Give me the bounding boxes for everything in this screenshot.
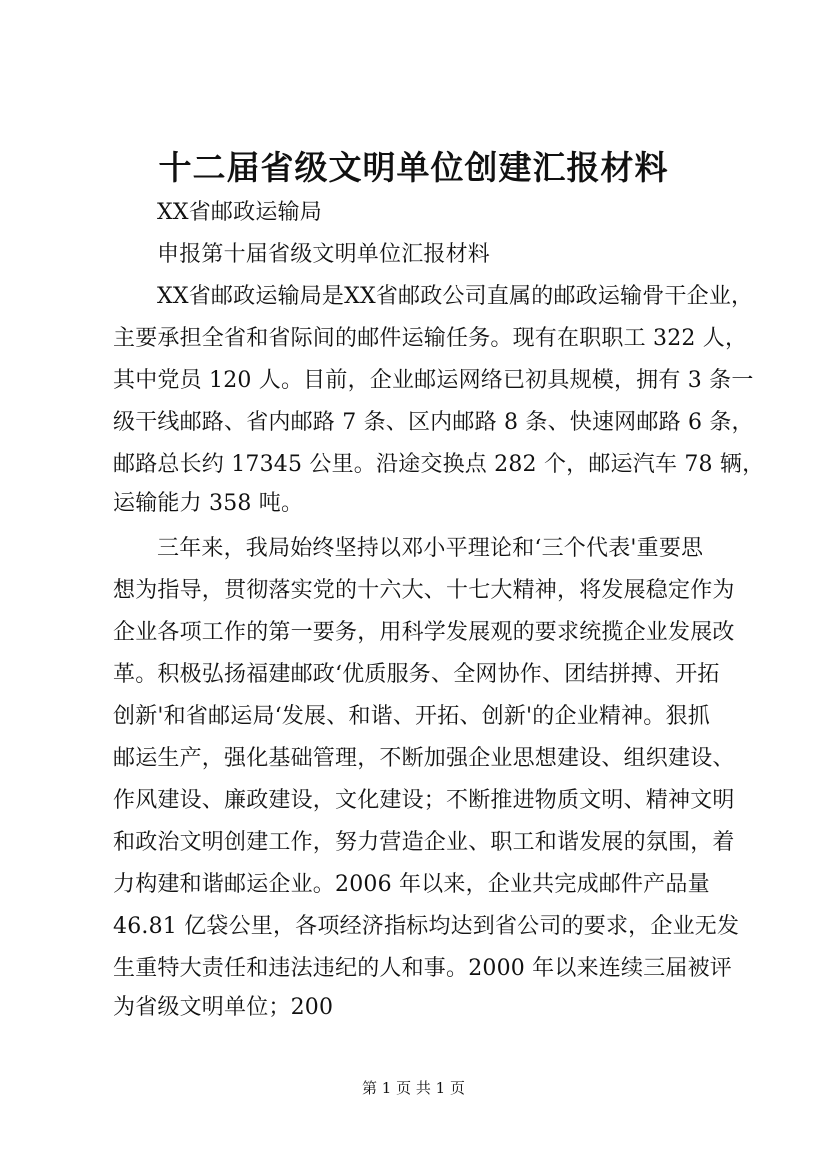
paragraph-2-line-4: 革。积极弘扬福建邮政‘优质服务、全网协作、团结拼搏、开拓: [113, 662, 720, 687]
paragraph-2-line-2: 想为指导，贯彻落实党的十六大、十七大精神，将发展稳定作为: [113, 578, 735, 603]
paragraph-2-line-8: 和政治文明创建工作，努力营造企业、职工和谐发展的氛围，着: [113, 830, 735, 855]
paragraph-1-line-3: 其中党员 120 人。目前，企业邮运网络已初具规模，拥有 3 条一: [113, 368, 754, 393]
page-number: 第 1 页 共 1 页: [362, 1079, 465, 1097]
organization-name: XX省邮政运输局: [157, 200, 322, 225]
report-subtitle: 申报第十届省级文明单位汇报材料: [157, 242, 491, 267]
paragraph-2-line-5: 创新'和省邮运局‘发展、和谐、开拓、创新'的企业精神。狠抓: [113, 704, 710, 729]
document-title: 十二届省级文明单位创建汇报材料: [158, 148, 669, 187]
paragraph-2-line-3: 企业各项工作的第一要务，用科学发展观的要求统揽企业发展改: [113, 620, 735, 645]
paragraph-2-line-12: 为省级文明单位；200: [113, 995, 334, 1020]
paragraph-1-line-5: 邮路总长约 17345 公里。沿途交换点 282 个，邮运汽车 78 辆，: [113, 452, 765, 477]
paragraph-2-line-11: 生重特大责任和违法违纪的人和事。2000 年以来连续三届被评: [113, 956, 732, 981]
paragraph-2-line-1: 三年来，我局始终坚持以邓小平理论和‘三个代表'重要思: [157, 536, 704, 561]
paragraph-2-line-7: 作风建设、廉政建设，文化建设；不断推进物质文明、精神文明: [113, 788, 735, 813]
paragraph-2-line-10: 46.81 亿袋公里，各项经济指标均达到省公司的要求，企业无发: [113, 914, 740, 939]
paragraph-1-line-2: 主要承担全省和省际间的邮件运输任务。现有在职职工 322 人，: [113, 326, 748, 351]
paragraph-1-line-4: 级干线邮路、省内邮路 7 条、区内邮路 8 条、快速网邮路 6 条，: [113, 410, 754, 435]
paragraph-2-line-9: 力构建和谐邮运企业。2006 年以来，企业共完成邮件产品量: [113, 872, 710, 897]
paragraph-2-line-6: 邮运生产，强化基础管理，不断加强企业思想建设、组织建设、: [113, 746, 735, 771]
paragraph-1-line-1: XX省邮政运输局是XX省邮政公司直属的邮政运输骨干企业，: [157, 284, 754, 309]
paragraph-1-line-6: 运输能力 358 吨。: [113, 491, 304, 516]
